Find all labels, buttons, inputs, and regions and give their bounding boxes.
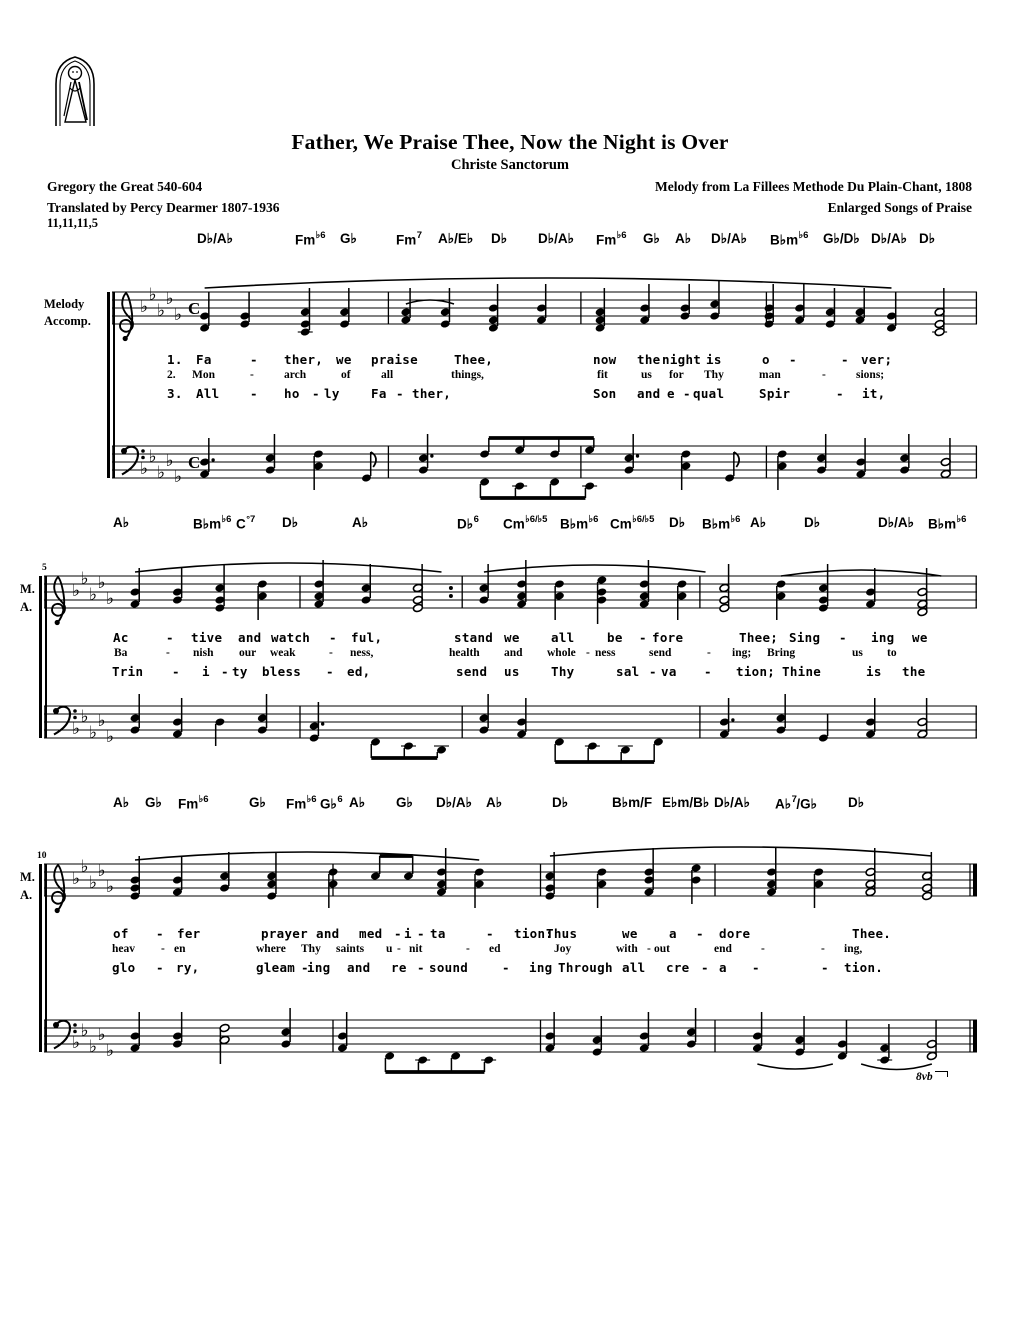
- lyric-word: man: [759, 369, 781, 381]
- meter-label: 11,11,11,5: [47, 216, 99, 230]
- lyric-word: we: [622, 926, 638, 941]
- lyric-word: tion:: [514, 926, 554, 941]
- chord-symbol: D♭/A♭: [436, 795, 472, 810]
- chord-symbol: G♭: [340, 231, 357, 246]
- lyric-word: us: [852, 647, 863, 659]
- chord-symbol: A♭: [113, 795, 130, 810]
- chord-row-3: [0, 795, 1020, 819]
- lyric-word: send: [456, 664, 488, 679]
- system1-lyrics: [0, 352, 1020, 404]
- chord-symbol: A♭: [352, 515, 369, 530]
- lyric-word: ing: [529, 960, 553, 975]
- lyric-word: prayer: [261, 926, 308, 941]
- verse-line: [0, 647, 1020, 663]
- lyric-word: with: [616, 943, 638, 955]
- lyric-word: weak: [270, 647, 296, 659]
- lyric-word: Thee,: [454, 352, 494, 367]
- system3-melody-label: M.: [20, 870, 35, 884]
- author-credit: Gregory the Great 540-604: [47, 179, 203, 194]
- lyric-word: heav: [112, 943, 135, 955]
- system2-treble-staff: [36, 550, 979, 634]
- lyric-word: Bring: [767, 647, 796, 659]
- lyric-word: Spir: [759, 386, 791, 401]
- lyric-word: 2.: [167, 369, 176, 381]
- system1-accomp-label: Accomp.: [44, 314, 91, 328]
- lyric-word: Mon: [192, 369, 215, 381]
- lyric-word: the: [637, 352, 661, 367]
- chord-symbol: A♭: [675, 231, 692, 246]
- lyric-word: -: [301, 960, 309, 975]
- lyric-word: a: [719, 960, 727, 975]
- lyric-word: Ba: [114, 647, 128, 659]
- lyric-word: Thine: [782, 664, 822, 679]
- lyric-word: 1.: [167, 352, 183, 367]
- lyric-word: ty: [232, 664, 248, 679]
- chord-symbol: D♭: [804, 515, 821, 530]
- lyric-word: -: [649, 664, 657, 679]
- lyric-word: -: [639, 630, 647, 645]
- lyric-word: -: [839, 630, 847, 645]
- flat-sign-icon: ♭: [97, 711, 106, 731]
- chord-symbol: G♭/D♭: [823, 231, 860, 246]
- lyric-word: -: [312, 386, 320, 401]
- flat-sign-icon: ♭: [80, 569, 89, 589]
- page-subtitle: Christe Sanctorum: [450, 157, 569, 173]
- lyric-word: -: [161, 943, 165, 955]
- lyric-word: All: [196, 386, 220, 401]
- flat-sign-icon: ♭: [97, 861, 106, 881]
- lyric-word: -: [752, 960, 760, 975]
- system3-bass-staff: [36, 1004, 979, 1100]
- chord-symbol: D♭$^6$: [457, 514, 479, 532]
- chord-symbol: D♭/A♭: [711, 231, 747, 246]
- lyric-word: tive: [191, 630, 223, 645]
- chord-symbol: G♭: [643, 231, 660, 246]
- chord-symbol: B♭m/F: [612, 795, 653, 810]
- chord-symbol: A♭: [750, 515, 767, 530]
- lyric-word: health: [449, 647, 480, 659]
- chord-symbol: $Fm^{♭6}$: [178, 794, 209, 812]
- ottava-bracket-icon: [935, 1071, 948, 1077]
- flat-sign-icon: ♭: [80, 1021, 89, 1041]
- chord-symbol: G♭: [145, 795, 162, 810]
- flat-sign-icon: ♭: [165, 289, 174, 309]
- flat-sign-icon: ♭: [106, 727, 115, 747]
- chord-symbol: D♭/A♭: [871, 231, 907, 246]
- chord-symbol: D♭/A♭: [714, 795, 750, 810]
- chord-symbol: A♭: [486, 795, 503, 810]
- lyric-word: us: [504, 664, 520, 679]
- lyric-word: is: [866, 664, 882, 679]
- lyric-word: the: [902, 664, 926, 679]
- lyric-word: where: [256, 943, 286, 955]
- chord-symbol: D♭: [282, 515, 299, 530]
- flat-sign-icon: ♭: [157, 301, 166, 321]
- lyric-word: arch: [284, 369, 307, 381]
- flat-sign-icon: ♭: [148, 285, 157, 305]
- chord-symbol: $Fm^{♭6}$: [596, 230, 627, 248]
- chord-symbol: $B♭m^{♭6}$: [560, 514, 599, 532]
- lyric-word: it,: [862, 386, 886, 401]
- lyric-word: ly: [324, 386, 340, 401]
- lyric-word: we: [912, 630, 928, 645]
- lyric-word: fer: [177, 926, 201, 941]
- lyric-word: -: [396, 386, 404, 401]
- lyric-word: nit: [409, 943, 423, 955]
- lyric-word: -: [502, 960, 510, 975]
- lyric-word: med: [359, 926, 383, 941]
- flat-sign-icon: ♭: [80, 707, 89, 727]
- flat-sign-icon: ♭: [165, 451, 174, 471]
- lyric-word: -: [166, 647, 170, 659]
- chord-symbol: A♭: [113, 515, 130, 530]
- lyric-word: -: [761, 943, 765, 955]
- flat-sign-icon: ♭: [80, 857, 89, 877]
- flat-sign-icon: ♭: [89, 723, 98, 743]
- lyric-word: stand: [454, 630, 494, 645]
- chord-symbol: A♭$^7$/G♭: [775, 794, 818, 812]
- flat-sign-icon: ♭: [174, 305, 183, 325]
- lyric-word: -: [250, 369, 254, 381]
- lyric-word: Sing: [789, 630, 821, 645]
- lyric-word: -: [586, 647, 590, 659]
- lyric-word: ful,: [351, 630, 383, 645]
- lyric-word: -: [417, 926, 425, 941]
- system2-melody-label: M.: [20, 582, 35, 596]
- lyric-word: -: [329, 630, 337, 645]
- lyric-word: i: [202, 664, 210, 679]
- lyric-word: ing: [307, 960, 331, 975]
- lyric-word: -: [397, 943, 401, 955]
- lyric-word: sions;: [856, 369, 885, 381]
- lyric-word: end: [714, 943, 732, 955]
- lyric-word: of: [341, 369, 351, 381]
- lyric-word: Fa: [371, 386, 387, 401]
- lyric-word: nish: [193, 647, 214, 659]
- lyric-word: all: [622, 960, 646, 975]
- lyric-word: us: [641, 369, 652, 381]
- lyric-word: Thy: [301, 943, 321, 955]
- lyric-word: Ac: [113, 630, 129, 645]
- flat-sign-icon: ♭: [89, 585, 98, 605]
- lyric-word: ho: [284, 386, 300, 401]
- lyric-word: -: [647, 943, 651, 955]
- lyric-word: -: [172, 664, 180, 679]
- lyric-word: ther,: [412, 386, 452, 401]
- lyric-word: ing;: [732, 647, 752, 659]
- system2-accomp-label: A.: [20, 600, 33, 614]
- lyric-word: -: [156, 960, 164, 975]
- publisher-figure-icon: [50, 54, 100, 128]
- lyric-word: re: [391, 960, 407, 975]
- lyric-word: Thy: [551, 664, 575, 679]
- lyric-word: -: [696, 926, 704, 941]
- lyric-word: -: [683, 386, 691, 401]
- lyric-word: Thee;: [739, 630, 779, 645]
- chord-symbol: D♭: [848, 795, 865, 810]
- lyric-word: Thee.: [852, 926, 892, 941]
- lyric-word: -: [326, 664, 334, 679]
- lyric-word: sal: [616, 664, 640, 679]
- lyric-word: sound: [429, 960, 469, 975]
- lyric-word: qual: [693, 386, 725, 401]
- lyric-word: en: [174, 943, 186, 955]
- verse-line: [0, 664, 1020, 680]
- lyric-word: -: [821, 943, 825, 955]
- lyric-word: praise: [371, 352, 418, 367]
- chord-symbol: $Cm^{♭6/♭5}$: [610, 514, 655, 532]
- lyric-word: o: [762, 352, 770, 367]
- lyric-word: Thy: [704, 369, 724, 381]
- lyric-word: -: [704, 664, 712, 679]
- chord-symbol: E♭m/B♭: [662, 795, 710, 810]
- lyric-word: whole: [547, 647, 576, 659]
- verse-line: [0, 960, 1020, 976]
- flat-sign-icon: ♭: [97, 1025, 106, 1045]
- lyric-word: ry,: [176, 960, 200, 975]
- system2-lyrics: [0, 630, 1020, 682]
- lyric-word: ed: [489, 943, 501, 955]
- lyric-word: ing,: [844, 943, 863, 955]
- chord-symbol: $Fm^{♭6}$: [295, 230, 326, 248]
- lyric-word: saints: [336, 943, 365, 955]
- lyric-word: i: [404, 926, 412, 941]
- lyric-word: we: [336, 352, 352, 367]
- time-signature: C: [188, 453, 201, 472]
- chord-symbol: D♭/A♭: [538, 231, 574, 246]
- lyric-word: night: [662, 352, 702, 367]
- verse-line: [0, 369, 1020, 385]
- lyric-word: -: [822, 369, 826, 381]
- lyric-word: ta: [430, 926, 446, 941]
- source-credit: Enlarged Songs of Praise: [827, 200, 972, 215]
- lyric-word: and: [637, 386, 661, 401]
- system1-bass-staff: [104, 430, 979, 522]
- lyric-word: dore: [719, 926, 751, 941]
- lyric-word: be: [607, 630, 623, 645]
- lyric-word: fore: [652, 630, 684, 645]
- lyric-word: ed,: [347, 664, 371, 679]
- chord-symbol: D♭: [491, 231, 508, 246]
- system3-treble-staff: [36, 838, 979, 922]
- lyric-word: to: [887, 647, 897, 659]
- lyric-word: -: [166, 630, 174, 645]
- lyric-word: -: [156, 926, 164, 941]
- time-signature: C: [188, 299, 201, 318]
- flat-sign-icon: ♭: [72, 1033, 81, 1053]
- lyric-word: -: [701, 960, 709, 975]
- chord-symbol: $B♭m^{♭6}$: [770, 230, 809, 248]
- lyric-word: -: [250, 386, 258, 401]
- lyric-word: now: [593, 352, 617, 367]
- chord-symbol: $B♭m^{♭6}$: [928, 514, 967, 532]
- ottava-label: 8vb: [916, 1071, 933, 1083]
- lyric-word: tion;: [736, 664, 776, 679]
- flat-sign-icon: ♭: [106, 589, 115, 609]
- flat-sign-icon: ♭: [140, 297, 149, 317]
- lyric-word: we: [504, 630, 520, 645]
- lyric-word: glo: [112, 960, 136, 975]
- chord-symbol: G♭: [396, 795, 413, 810]
- lyric-word: -: [789, 352, 797, 367]
- lyric-word: ness: [595, 647, 616, 659]
- system3-lyrics: [0, 926, 1020, 978]
- lyric-word: ness,: [350, 647, 374, 659]
- lyric-word: -: [250, 352, 258, 367]
- lyric-word: e: [667, 386, 675, 401]
- lyric-word: Trin: [112, 664, 144, 679]
- lyric-word: -: [466, 943, 470, 955]
- chord-row-1: [0, 231, 1020, 255]
- lyric-word: things,: [451, 369, 484, 381]
- chord-symbol: G♭$^6$: [320, 794, 343, 812]
- system2-bass-staff: [36, 690, 979, 786]
- chord-symbol: D♭/A♭: [878, 515, 914, 530]
- lyric-word: and: [504, 647, 523, 659]
- chord-symbol: G♭: [249, 795, 266, 810]
- chord-symbol: $B♭m^{♭6}$: [193, 514, 232, 532]
- flat-sign-icon: ♭: [97, 573, 106, 593]
- flat-sign-icon: ♭: [148, 447, 157, 467]
- page-title: Father, We Praise Thee, Now the Night is Over: [291, 130, 729, 154]
- flat-sign-icon: ♭: [157, 463, 166, 483]
- flat-sign-icon: ♭: [72, 581, 81, 601]
- lyric-word: -: [707, 647, 711, 659]
- system1-treble-staff: [104, 266, 979, 350]
- lyric-word: gleam: [256, 960, 296, 975]
- flat-sign-icon: ♭: [72, 719, 81, 739]
- flat-sign-icon: ♭: [140, 459, 149, 479]
- lyric-word: out: [654, 943, 670, 955]
- lyric-word: -: [836, 386, 844, 401]
- lyric-word: -: [394, 926, 402, 941]
- lyric-word: and: [347, 960, 371, 975]
- lyric-word: 3.: [167, 386, 183, 401]
- measure-number-5: 5: [42, 563, 47, 573]
- verse-line: [0, 352, 1020, 368]
- ottava-marking: [916, 1071, 948, 1083]
- lyric-word: -: [821, 960, 829, 975]
- lyric-word: va: [661, 664, 677, 679]
- chord-symbol: $C^{^\circ 7}$: [236, 514, 256, 532]
- chord-symbol: D♭: [669, 515, 686, 530]
- lyric-word: ver;: [861, 352, 893, 367]
- chord-symbol: D♭: [919, 231, 936, 246]
- system1-melody-label: Melody: [44, 297, 85, 311]
- lyric-word: Fa: [196, 352, 212, 367]
- translator-credit: Translated by Percy Dearmer 1807-1936: [47, 200, 280, 215]
- verse-line: [0, 943, 1020, 959]
- chord-symbol: $Fm^{♭6}$: [286, 794, 317, 812]
- flat-sign-icon: ♭: [106, 1041, 115, 1061]
- melody-credit: Melody from La Fillees Methode Du Plain-Chant, 1808: [655, 179, 972, 194]
- lyric-word: Son: [593, 386, 617, 401]
- flat-sign-icon: ♭: [174, 467, 183, 487]
- lyric-word: Through: [558, 960, 613, 975]
- flat-sign-icon: ♭: [72, 869, 81, 889]
- lyric-word: and: [316, 926, 340, 941]
- lyric-word: Joy: [554, 943, 572, 955]
- system3-accomp-label: A.: [20, 888, 33, 902]
- chord-symbol: $B♭m^{♭6}$: [702, 514, 741, 532]
- verse-line: [0, 926, 1020, 942]
- lyric-word: a: [669, 926, 677, 941]
- lyric-word: -: [417, 960, 425, 975]
- lyric-word: ing: [871, 630, 895, 645]
- flat-sign-icon: ♭: [89, 1037, 98, 1057]
- lyric-word: our: [239, 647, 257, 659]
- lyric-word: -: [221, 664, 229, 679]
- lyric-word: cre: [666, 960, 690, 975]
- lyric-word: send: [649, 647, 672, 659]
- lyric-word: and: [238, 630, 262, 645]
- lyric-word: u: [386, 943, 393, 955]
- lyric-word: fit: [597, 369, 608, 381]
- lyric-word: -: [329, 647, 333, 659]
- lyric-word: tion.: [844, 960, 884, 975]
- verse-line: [0, 386, 1020, 402]
- lyric-word: Thus: [546, 926, 578, 941]
- chord-symbol: A♭: [349, 795, 366, 810]
- flat-sign-icon: ♭: [106, 877, 115, 897]
- lyric-word: bless: [262, 664, 302, 679]
- chord-symbol: A♭/E♭: [438, 231, 474, 246]
- lyric-word: ther,: [284, 352, 324, 367]
- flat-sign-icon: ♭: [89, 873, 98, 893]
- lyric-word: -: [486, 926, 494, 941]
- chord-symbol: Fm$^7$: [396, 230, 423, 248]
- lyric-word: watch: [271, 630, 311, 645]
- lyric-word: all: [551, 630, 575, 645]
- lyric-word: all: [381, 369, 394, 381]
- lyric-word: is: [706, 352, 722, 367]
- measure-number-10: 10: [37, 851, 47, 861]
- chord-symbol: $Cm^{♭6/♭5}$: [503, 514, 548, 532]
- chord-symbol: D♭/A♭: [197, 231, 233, 246]
- lyric-word: for: [669, 369, 684, 381]
- lyric-word: of: [113, 926, 129, 941]
- chord-symbol: D♭: [552, 795, 569, 810]
- verse-line: [0, 630, 1020, 646]
- lyric-word: -: [841, 352, 849, 367]
